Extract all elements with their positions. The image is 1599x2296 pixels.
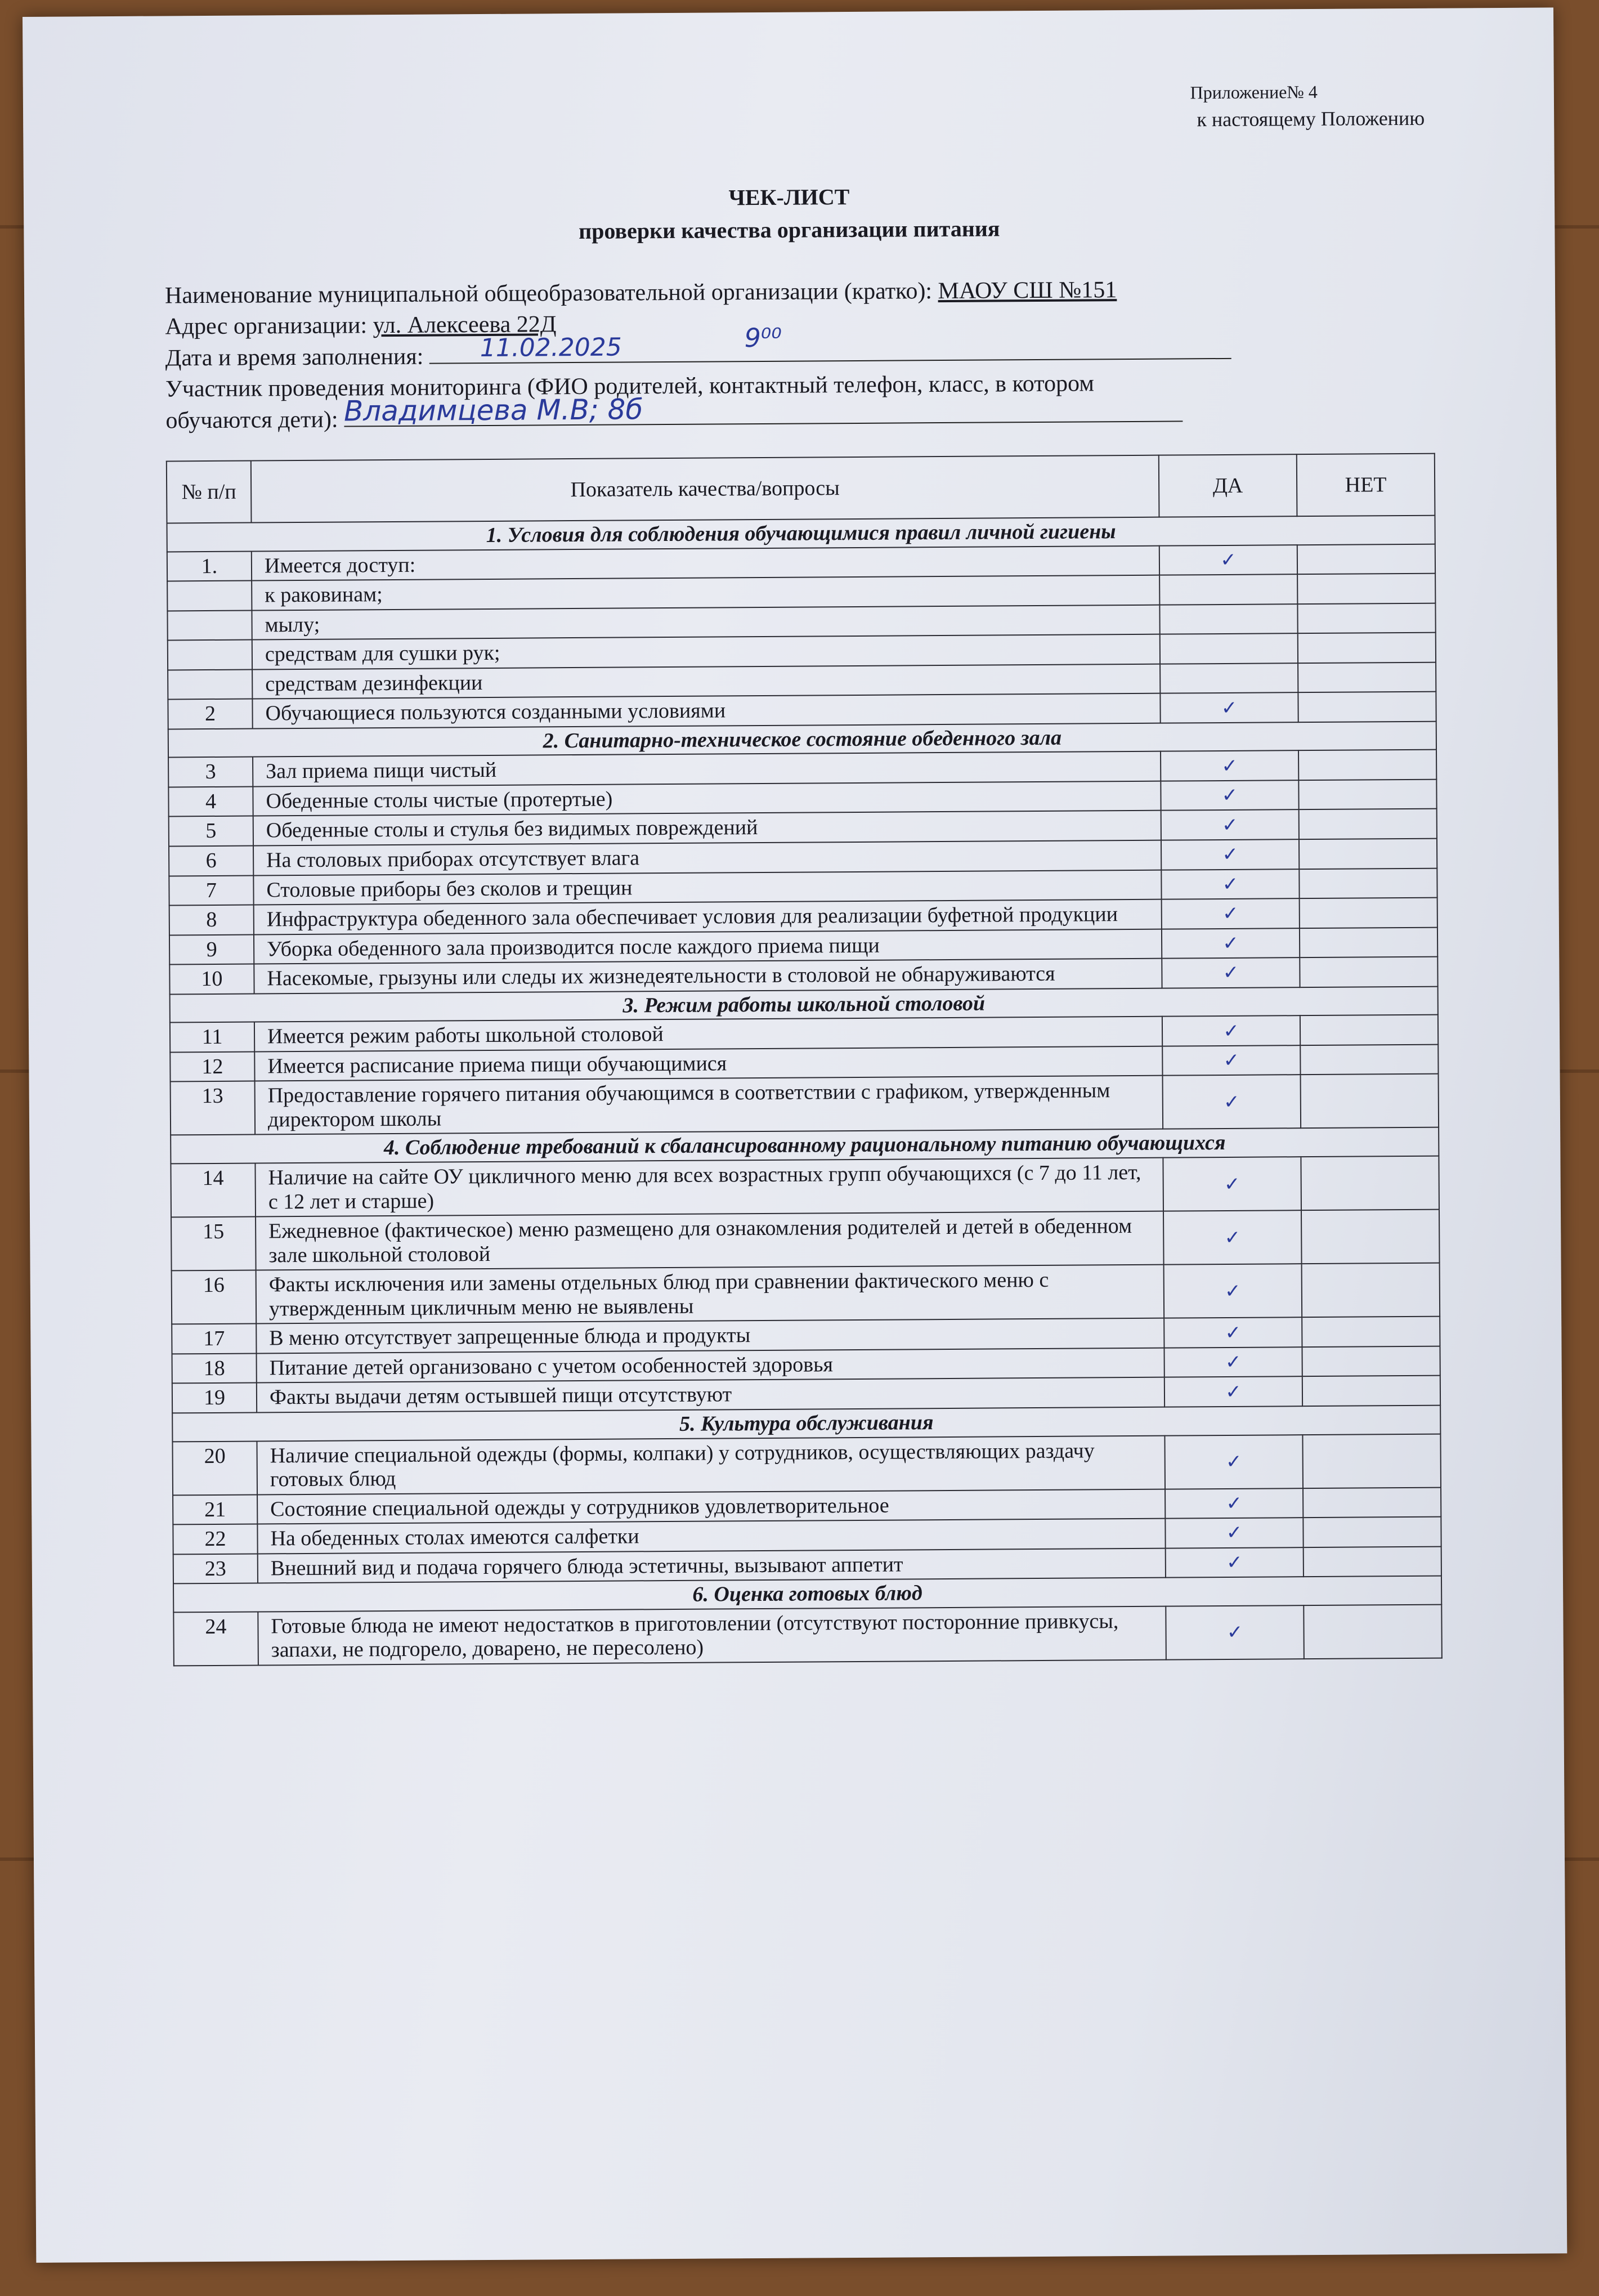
- no-checkmark-cell[interactable]: [1298, 780, 1436, 810]
- no-checkmark-cell[interactable]: [1303, 1517, 1441, 1547]
- no-checkmark-cell[interactable]: [1297, 574, 1435, 604]
- address-value: ул. Алексеева 22Д: [373, 311, 557, 338]
- no-checkmark-cell[interactable]: [1302, 1434, 1441, 1488]
- row-number: 16: [172, 1270, 257, 1324]
- row-question: Наличие на сайте ОУ цикличного меню для всех возрастных групп обучающихся (с 7 до 11 лет, с 12 лет и старше): [255, 1158, 1163, 1217]
- no-checkmark-cell[interactable]: [1302, 1346, 1440, 1377]
- checklist-sheet: [23, 7, 1567, 2263]
- appendix-note: [1190, 79, 1425, 134]
- row-question: Уборка обеденного зала производится после каждого приема пищи: [254, 929, 1162, 964]
- yes-checkmark-cell[interactable]: ✓: [1165, 1488, 1303, 1519]
- row-number: 21: [173, 1494, 257, 1524]
- yes-checkmark-cell[interactable]: ✓: [1162, 957, 1300, 988]
- row-question: мылу;: [252, 605, 1159, 639]
- no-checkmark-cell[interactable]: [1300, 957, 1437, 987]
- section-title: 4. Соблюдение требований к сбалансированному рациональному питанию обучающихся: [171, 1127, 1439, 1163]
- row-number: 11: [170, 1022, 254, 1052]
- row-number: [167, 610, 252, 640]
- no-checkmark-cell[interactable]: [1299, 809, 1437, 839]
- organization-info: [165, 273, 1376, 436]
- table-body: [167, 516, 1441, 1666]
- appendix-number: Приложение№ 4: [1190, 81, 1318, 103]
- participant-row-1: Участник проведения мониторинга (ФИО родителей, контактный телефон, класс, в котором: [165, 370, 1094, 402]
- row-question: Предоставление горячего питания обучающимся в соответствии с графиком, утвержденным директором школы: [255, 1076, 1163, 1135]
- row-question: В меню отсутствует запрещенные блюда и продукты: [256, 1318, 1164, 1353]
- table-row: [171, 1156, 1439, 1218]
- no-checkmark-cell[interactable]: [1298, 692, 1436, 722]
- row-question: средствам для сушки рук;: [252, 634, 1160, 669]
- row-question: Имеется режим работы школьной столовой: [254, 1017, 1162, 1051]
- title-main: ЧЕК-ЛИСТ: [728, 184, 850, 211]
- no-checkmark-cell[interactable]: [1299, 839, 1437, 869]
- yes-checkmark-cell[interactable]: ✓: [1161, 751, 1298, 781]
- yes-checkmark-cell[interactable]: ✓: [1163, 1157, 1301, 1211]
- row-number: 3: [168, 757, 253, 787]
- table-row: [172, 1263, 1440, 1324]
- row-question: к раковинам;: [252, 575, 1159, 610]
- yes-checkmark-cell[interactable]: ✓: [1166, 1605, 1304, 1660]
- participant-fill-line: [343, 393, 1183, 428]
- row-number: [168, 640, 252, 670]
- row-question: Факты исключения или замены отдельных блюд при сравнении фактического меню с утвержденным цикличным меню не выявлены: [256, 1265, 1164, 1324]
- row-number: 24: [173, 1612, 258, 1666]
- row-question: Ежедневное (фактическое) меню размещено для ознакомления родителей и детей в обеденном зале школьной столовой: [256, 1211, 1164, 1270]
- section-title: 1. Условия для соблюдения обучающимися правил личной гигиены: [167, 516, 1435, 552]
- row-question: Наличие специальной одежды (формы, колпаки) у сотрудников, осуществляющих раздачу готовых блюд: [257, 1435, 1165, 1494]
- date-handwritten: 11.02.2025: [480, 333, 622, 363]
- row-question: Питание детей организовано с учетом особенностей здоровья: [257, 1348, 1164, 1383]
- no-checkmark-cell[interactable]: [1303, 1487, 1441, 1518]
- header-yes: ДА: [1159, 454, 1297, 517]
- table-row: [171, 1074, 1439, 1135]
- row-question: Состояние специальной одежды у сотрудников удовлетворительное: [257, 1489, 1165, 1524]
- row-question: Инфраструктура обеденного зала обеспечивает условия для реализации буфетной продукции: [254, 899, 1162, 934]
- row-question: На столовых приборах отсутствует влага: [253, 840, 1161, 875]
- participant-handwritten: Владимцева М.В; 8б: [343, 393, 643, 428]
- row-number: 22: [173, 1524, 257, 1554]
- row-number: 12: [170, 1051, 254, 1081]
- row-number: 10: [169, 964, 254, 994]
- yes-checkmark-cell[interactable]: ✓: [1164, 1347, 1302, 1377]
- no-checkmark-cell[interactable]: [1300, 1045, 1438, 1075]
- yes-checkmark-cell[interactable]: ✓: [1164, 1264, 1302, 1318]
- row-question: Обучающиеся пользуются созданными условиями: [252, 693, 1160, 728]
- no-checkmark-cell[interactable]: [1300, 898, 1437, 928]
- row-number: 19: [172, 1383, 257, 1413]
- row-question: Зал приема пищи чистый: [253, 751, 1161, 786]
- yes-checkmark-cell[interactable]: ✓: [1165, 1518, 1303, 1548]
- no-checkmark-cell[interactable]: [1299, 868, 1437, 898]
- no-checkmark-cell[interactable]: [1297, 603, 1435, 633]
- header-no: НЕТ: [1297, 454, 1435, 516]
- yes-checkmark-cell[interactable]: ✓: [1161, 810, 1299, 840]
- row-question: На обеденных столах имеются салфетки: [257, 1519, 1165, 1554]
- row-number: 23: [173, 1554, 258, 1583]
- row-number: [168, 669, 252, 699]
- no-checkmark-cell[interactable]: [1302, 1317, 1440, 1347]
- row-number: 5: [169, 816, 253, 846]
- checklist-table: [166, 453, 1443, 1667]
- no-checkmark-cell[interactable]: [1301, 1156, 1439, 1211]
- yes-checkmark-cell[interactable]: [1160, 633, 1298, 664]
- row-number: [167, 581, 252, 611]
- row-number: 7: [169, 875, 253, 905]
- no-checkmark-cell[interactable]: [1298, 750, 1436, 780]
- yes-checkmark-cell[interactable]: ✓: [1164, 1435, 1303, 1489]
- participant-label: обучаются дети):: [165, 406, 344, 434]
- title-sub: проверки качества организации питания: [579, 216, 1000, 244]
- no-checkmark-cell[interactable]: [1302, 1376, 1440, 1406]
- no-checkmark-cell[interactable]: [1298, 633, 1436, 663]
- date-fill-line: [429, 322, 1231, 364]
- row-number: 13: [171, 1081, 256, 1135]
- row-question: Обеденные столы и стулья без видимых повреждений: [253, 811, 1161, 845]
- address-label: Адрес организации:: [165, 312, 373, 340]
- yes-checkmark-cell[interactable]: ✓: [1166, 1547, 1304, 1578]
- row-number: 9: [169, 934, 254, 964]
- no-checkmark-cell[interactable]: [1302, 1263, 1440, 1318]
- table-header-row: [167, 454, 1435, 523]
- yes-checkmark-cell[interactable]: ✓: [1164, 1377, 1302, 1407]
- yes-checkmark-cell[interactable]: [1160, 663, 1298, 693]
- yes-checkmark-cell[interactable]: ✓: [1160, 692, 1298, 723]
- yes-checkmark-cell[interactable]: ✓: [1162, 1015, 1300, 1046]
- header-question: Показатель качества/вопросы: [251, 455, 1159, 523]
- time-handwritten: 9⁰⁰: [744, 322, 782, 353]
- header-num: № п/п: [167, 461, 252, 523]
- no-checkmark-cell[interactable]: [1301, 1210, 1440, 1264]
- row-number: 8: [169, 905, 254, 935]
- yes-checkmark-cell[interactable]: ✓: [1159, 545, 1297, 575]
- row-number: 18: [172, 1353, 257, 1383]
- row-number: 17: [172, 1324, 256, 1354]
- row-question: Имеется доступ:: [252, 545, 1159, 580]
- section-title: 5. Культура обслуживания: [172, 1406, 1440, 1442]
- no-checkmark-cell[interactable]: [1298, 662, 1436, 692]
- row-number: 2: [168, 699, 252, 729]
- table-row: [171, 1210, 1440, 1271]
- table-row: [173, 1604, 1442, 1666]
- no-checkmark-cell[interactable]: [1300, 927, 1437, 957]
- row-question: Насекомые, грызуны или следы их жизнедеятельности в столовой не обнаруживаются: [254, 959, 1162, 993]
- org-name-label: Наименование муниципальной общеобразовательной организации (кратко):: [164, 278, 938, 309]
- yes-checkmark-cell[interactable]: [1159, 574, 1297, 605]
- appendix-reference: к настоящему Положению: [1197, 106, 1425, 131]
- section-title: 3. Режим работы школьной столовой: [170, 986, 1438, 1022]
- row-question: Факты выдачи детям остывшей пищи отсутствуют: [257, 1377, 1164, 1412]
- no-checkmark-cell[interactable]: [1300, 1015, 1438, 1045]
- participant-row-2: [165, 393, 1376, 437]
- table-row: [172, 1434, 1441, 1495]
- section-title: 2. Санитарно-техническое состояние обеденного зала: [168, 722, 1436, 758]
- yes-checkmark-cell[interactable]: ✓: [1163, 1210, 1302, 1265]
- yes-checkmark-cell[interactable]: ✓: [1161, 839, 1299, 870]
- no-checkmark-cell[interactable]: [1301, 1074, 1439, 1129]
- row-question: Внешний вид и подача горячего блюда эстетичны, вызывают аппетит: [258, 1548, 1166, 1583]
- row-question: Имеется расписание приема пищи обучающимися: [254, 1046, 1162, 1081]
- row-number: 1.: [167, 551, 252, 581]
- row-number: 6: [169, 846, 253, 876]
- yes-checkmark-cell[interactable]: ✓: [1162, 928, 1300, 959]
- section-title: 6. Оценка готовых блюд: [173, 1576, 1441, 1612]
- row-number: 15: [171, 1217, 256, 1271]
- row-question: средствам дезинфекции: [252, 664, 1160, 699]
- yes-checkmark-cell[interactable]: ✓: [1162, 898, 1300, 929]
- yes-checkmark-cell[interactable]: ✓: [1164, 1317, 1302, 1348]
- yes-checkmark-cell[interactable]: ✓: [1162, 1045, 1300, 1076]
- no-checkmark-cell[interactable]: [1304, 1604, 1442, 1659]
- row-question: Столовые приборы без сколов и трещин: [253, 870, 1161, 905]
- no-checkmark-cell[interactable]: [1297, 544, 1435, 574]
- row-number: 4: [168, 786, 253, 816]
- document-title: [24, 176, 1555, 251]
- row-question: Обеденные столы чистые (протертые): [253, 781, 1161, 816]
- yes-checkmark-cell[interactable]: ✓: [1163, 1075, 1301, 1130]
- date-label: Дата и время заполнения:: [165, 343, 430, 372]
- row-question: Готовые блюда не имеют недостатков в приготовлении (отсутствуют посторонние привкусы, запахи, не подгорело, доварено, не пересолено): [258, 1606, 1166, 1665]
- yes-checkmark-cell[interactable]: ✓: [1161, 869, 1299, 899]
- row-number: 20: [172, 1441, 257, 1495]
- org-name-value: МАОУ СШ №151: [938, 277, 1117, 305]
- row-number: 14: [171, 1163, 256, 1218]
- yes-checkmark-cell[interactable]: [1159, 604, 1297, 634]
- yes-checkmark-cell[interactable]: ✓: [1161, 780, 1298, 811]
- no-checkmark-cell[interactable]: [1304, 1546, 1441, 1577]
